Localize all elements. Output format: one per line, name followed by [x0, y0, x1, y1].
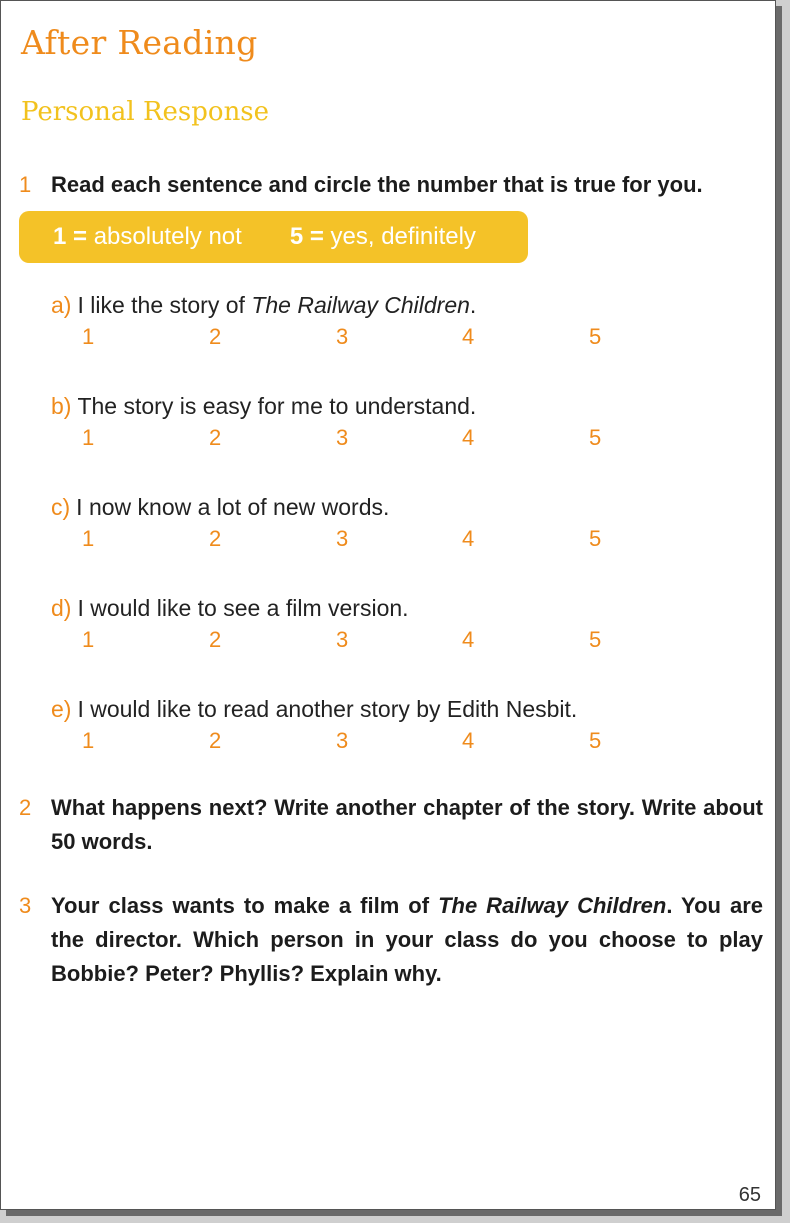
- question-text: [51, 889, 763, 991]
- rating-option[interactable]: 2: [209, 627, 222, 652]
- rating-option[interactable]: 3: [336, 526, 349, 551]
- question-number: 3: [19, 893, 32, 918]
- rating-options: [51, 526, 751, 556]
- rating-options: [51, 324, 751, 354]
- statement-item-a: [51, 290, 751, 354]
- item-letter: b): [51, 393, 72, 419]
- rating-scale-key: [19, 211, 528, 263]
- page-number: 65: [738, 1184, 761, 1206]
- rating-option[interactable]: 1: [82, 627, 95, 652]
- rating-option[interactable]: 4: [462, 425, 475, 450]
- scale-high-text: yes, definitely: [330, 223, 476, 250]
- statement-plain: The story is easy for me to understand.: [77, 393, 477, 419]
- rating-options: [51, 425, 751, 455]
- statement-item-c: [51, 492, 751, 556]
- item-letter: d): [51, 595, 72, 621]
- rating-option[interactable]: 2: [209, 324, 222, 349]
- statement-plain: I would like to see a film version.: [77, 595, 409, 621]
- question-number: 2: [19, 795, 32, 820]
- statement-plain: I like the story of: [77, 292, 245, 318]
- page-title: After Reading: [21, 23, 258, 62]
- question-3: [19, 889, 763, 991]
- item-letter: e): [51, 696, 72, 722]
- rating-option[interactable]: 5: [589, 324, 602, 349]
- rating-option[interactable]: 4: [462, 324, 475, 349]
- rating-options: [51, 728, 751, 758]
- section-subtitle: Personal Response: [21, 97, 270, 127]
- statement-plain: I now know a lot of new words.: [76, 494, 390, 520]
- statement-text: [51, 492, 751, 522]
- rating-option[interactable]: 4: [462, 728, 475, 753]
- statement-end: .: [469, 292, 477, 318]
- rating-option[interactable]: 5: [589, 526, 602, 551]
- rating-option[interactable]: 2: [209, 526, 222, 551]
- statement-item-d: [51, 593, 751, 657]
- statement-item-e: [51, 694, 751, 758]
- rating-option[interactable]: 1: [82, 324, 95, 349]
- statement-text: [51, 391, 751, 421]
- rating-option[interactable]: 1: [82, 425, 95, 450]
- rating-option[interactable]: 2: [209, 425, 222, 450]
- question-text: What happens next? Write another chapter of the story. Write about 50 words.: [51, 795, 763, 854]
- question-text-end: . You are the director. Which person in your class do you choose to play Bobbie? Peter? Phyllis? Explain why.: [51, 893, 764, 986]
- rating-option[interactable]: 2: [209, 728, 222, 753]
- rating-option[interactable]: 3: [336, 627, 349, 652]
- scale-low-text: absolutely not: [93, 223, 242, 250]
- question-1: [19, 168, 763, 202]
- rating-option[interactable]: 1: [82, 728, 95, 753]
- scale-high-key: 5 =: [289, 223, 324, 250]
- rating-option[interactable]: 3: [336, 425, 349, 450]
- rating-option[interactable]: 4: [462, 526, 475, 551]
- rating-option[interactable]: 1: [82, 526, 95, 551]
- question-text-start: Your class wants to make a film of: [51, 893, 430, 918]
- scale-low-key: 1 =: [53, 223, 88, 250]
- question-number: 1: [19, 172, 32, 197]
- rating-option[interactable]: 5: [589, 728, 602, 753]
- rating-option[interactable]: 5: [589, 425, 602, 450]
- statement-text: [51, 290, 751, 320]
- question-2: [19, 791, 763, 859]
- rating-option[interactable]: 3: [336, 728, 349, 753]
- statement-plain: I would like to read another story by Edith Nesbit.: [77, 696, 578, 722]
- statement-text: [51, 694, 751, 724]
- book-title: The Railway Children: [251, 292, 470, 318]
- item-letter: a): [51, 292, 72, 318]
- statement-text: [51, 593, 751, 623]
- item-letter: c): [51, 494, 71, 520]
- question-text: Read each sentence and circle the number that is true for you.: [51, 172, 703, 197]
- book-title: The Railway Children: [438, 893, 667, 918]
- rating-options: [51, 627, 751, 657]
- statement-item-b: [51, 391, 751, 455]
- rating-option[interactable]: 3: [336, 324, 349, 349]
- rating-option[interactable]: 4: [462, 627, 475, 652]
- rating-option[interactable]: 5: [589, 627, 602, 652]
